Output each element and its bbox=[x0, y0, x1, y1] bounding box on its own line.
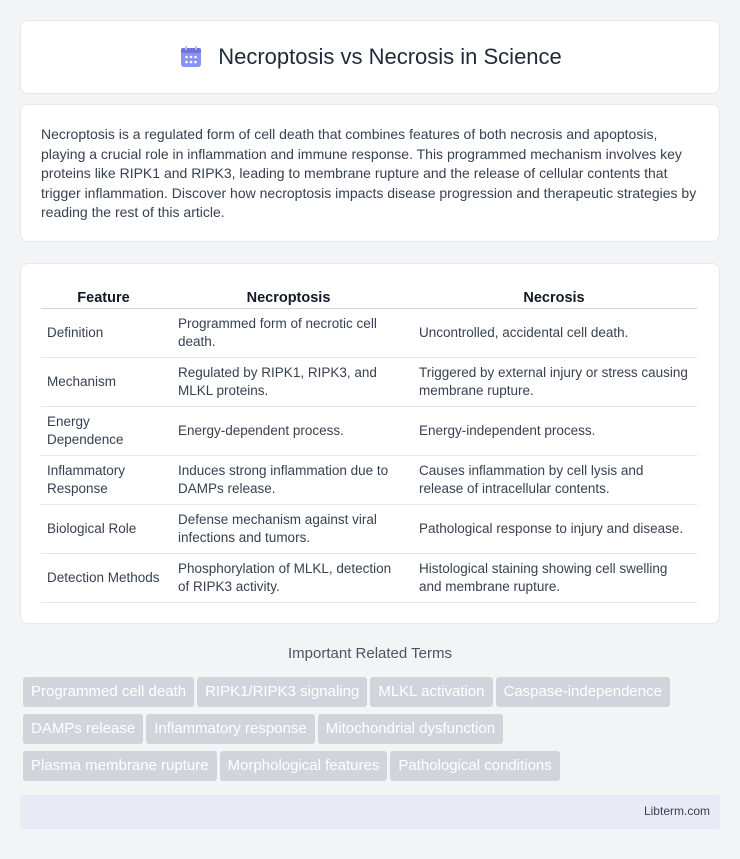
intro-card bbox=[20, 104, 720, 242]
calendar-grid-icon bbox=[178, 44, 204, 70]
necroptosis-cell: Energy-dependent process. bbox=[166, 407, 411, 456]
comparison-table-card bbox=[20, 263, 720, 624]
related-term-tag[interactable]: Inflammatory response bbox=[146, 714, 315, 744]
table-row bbox=[41, 554, 697, 603]
necroptosis-cell: Defense mechanism against viral infections and tumors. bbox=[166, 505, 411, 554]
related-term-tag[interactable]: Caspase-independence bbox=[496, 677, 670, 707]
feature-cell: Definition bbox=[41, 309, 166, 358]
header-necrosis: Necrosis bbox=[411, 286, 697, 309]
comparison-table bbox=[41, 286, 697, 603]
table-row bbox=[41, 505, 697, 554]
feature-cell: Detection Methods bbox=[41, 554, 166, 603]
related-term-tag[interactable]: RIPK1/RIPK3 signaling bbox=[197, 677, 367, 707]
related-term-tag[interactable]: Plasma membrane rupture bbox=[23, 751, 217, 781]
related-term-tag[interactable]: Mitochondrial dysfunction bbox=[318, 714, 503, 744]
necroptosis-cell: Phosphorylation of MLKL, detection of RIPK3 activity. bbox=[166, 554, 411, 603]
necrosis-cell: Triggered by external injury or stress causing membrane rupture. bbox=[411, 358, 697, 407]
header-necroptosis: Necroptosis bbox=[166, 286, 411, 309]
necroptosis-cell: Regulated by RIPK1, RIPK3, and MLKL proteins. bbox=[166, 358, 411, 407]
necrosis-cell: Uncontrolled, accidental cell death. bbox=[411, 309, 697, 358]
feature-cell: Mechanism bbox=[41, 358, 166, 407]
related-terms-title: Important Related Terms bbox=[288, 645, 452, 662]
table-row bbox=[41, 309, 697, 358]
feature-cell: Biological Role bbox=[41, 505, 166, 554]
necrosis-cell: Pathological response to injury and disease. bbox=[411, 505, 697, 554]
page-title: Necroptosis vs Necrosis in Science bbox=[218, 44, 562, 69]
footer bbox=[20, 795, 720, 829]
feature-cell: Inflammatory Response bbox=[41, 456, 166, 505]
related-term-tag[interactable]: MLKL activation bbox=[370, 677, 492, 707]
related-term-tag[interactable]: Pathological conditions bbox=[390, 751, 559, 781]
intro-text: Necroptosis is a regulated form of cell death that combines features of both necrosis and apoptosis, playing a crucial role in inflammation and immune response. This programmed mechanism involves key proteins like RIPK1 and RIPK3, leading to membrane rupture and the release of cellular contents that trigger inflammation. Discover how necroptosis impacts disease progression and therapeutic strategies by reading the rest of this article. bbox=[41, 126, 697, 220]
table-row bbox=[41, 358, 697, 407]
related-terms-list bbox=[23, 677, 723, 788]
necrosis-cell: Histological staining showing cell swelling and membrane rupture. bbox=[411, 554, 697, 603]
table-row bbox=[41, 456, 697, 505]
feature-cell: Energy Dependence bbox=[41, 407, 166, 456]
header-feature: Feature bbox=[41, 286, 166, 309]
related-term-tag[interactable]: DAMPs release bbox=[23, 714, 143, 744]
table-row bbox=[41, 407, 697, 456]
table-header-row bbox=[41, 286, 697, 309]
related-term-tag[interactable]: Morphological features bbox=[220, 751, 388, 781]
related-term-tag[interactable]: Programmed cell death bbox=[23, 677, 194, 707]
necrosis-cell: Energy-independent process. bbox=[411, 407, 697, 456]
header-card bbox=[20, 20, 720, 94]
footer-site-link[interactable]: Libterm.com bbox=[643, 804, 710, 818]
necroptosis-cell: Programmed form of necrotic cell death. bbox=[166, 309, 411, 358]
necrosis-cell: Causes inflammation by cell lysis and release of intracellular contents. bbox=[411, 456, 697, 505]
necroptosis-cell: Induces strong inflammation due to DAMPs release. bbox=[166, 456, 411, 505]
